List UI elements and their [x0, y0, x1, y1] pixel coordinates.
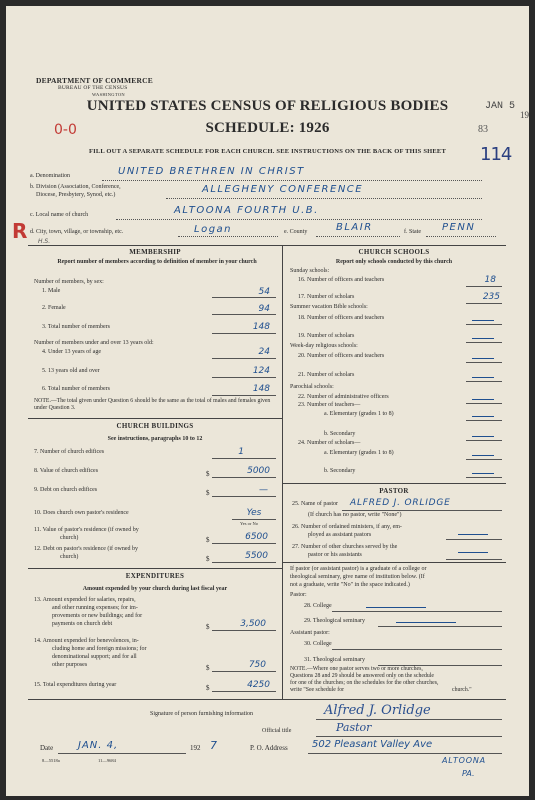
q11-label-1: 11. Value of pastor's residence (if owned by [34, 527, 139, 533]
q14-value[interactable]: 750 [248, 660, 266, 670]
schools-heading: CHURCH SCHOOLS [358, 248, 430, 256]
division-value[interactable]: ALLEGHENY CONFERENCE [202, 184, 364, 195]
q24-label: 24. Number of scholars— [298, 440, 361, 446]
q29-label: 29. Theological seminary [304, 618, 366, 624]
q22-label: 22. Number of administrative officers [298, 394, 389, 400]
print-code-2: 11—9684 [98, 758, 116, 763]
q2-female-value[interactable]: 94 [258, 304, 270, 314]
q13-label-4: payments on church debt [52, 621, 113, 627]
q17-label: 17. Number of scholars [298, 294, 355, 300]
q30-label: 30. College [304, 641, 332, 647]
schools-parochial: Parochial schools: [290, 384, 334, 390]
q16-value[interactable]: 18 [484, 275, 496, 285]
schools-summer: Summer vacation Bible schools: [290, 304, 368, 310]
denomination-label: a. Denomination [30, 173, 70, 179]
q14-label-3: denominational support; and for all [52, 654, 137, 660]
q1-male-value[interactable]: 54 [258, 287, 270, 297]
q14-label-4: other purposes [52, 662, 88, 668]
q18-label: 18. Number of officers and teachers [298, 315, 385, 321]
q4-label: 4. Under 13 years of age [42, 349, 101, 355]
q25-label: 25. Name of pastor [292, 501, 338, 507]
state-label: f. State [404, 229, 421, 235]
red-initial-mark: R [12, 219, 28, 243]
expenditures-intro: Amount expended by your church during last fiscal year [82, 586, 228, 592]
local-name-value[interactable]: ALTOONA FOURTH U.B. [174, 205, 319, 216]
q31-label: 31. Theological seminary [304, 657, 366, 663]
q23-label: 23. Number of teachers— [298, 402, 361, 408]
pastor-note-2: Questions 28 and 29 should be answered only on the schedule [290, 673, 434, 679]
pastor-sublabel: Pastor: [290, 592, 307, 598]
q12-label-2: church) [60, 554, 79, 560]
q6-total-value[interactable]: 148 [252, 384, 270, 394]
q5-label: 5. 13 years old and over [42, 368, 100, 374]
q26-label-2: ployed as assistant pastors [308, 532, 372, 538]
pastor-note-3: for one of the churches; on the schedules for the other churches, [290, 680, 439, 686]
q13-label-3: provements or new buildings; and for [52, 613, 143, 619]
received-date-stamp: JAN 5 [484, 101, 515, 112]
q5-over-13-value[interactable]: 124 [252, 366, 270, 376]
membership-age-intro: Number of members under and over 13 years old: [34, 340, 154, 346]
q13-label-2: and other running expenses; for im- [52, 605, 138, 611]
q24b-label: b. Secondary [324, 468, 356, 474]
q1-label: 1. Male [42, 288, 61, 294]
q3-label: 3. Total number of members [42, 324, 110, 330]
schools-weekday: Week-day religious schools: [290, 343, 358, 349]
print-code-1: 8—5518a [42, 758, 60, 763]
official-title-value[interactable]: Pastor [336, 721, 372, 734]
section-code-mark: H.S. [38, 238, 51, 245]
q3-total-value[interactable]: 148 [252, 322, 270, 332]
q12-label-1: 12. Debt on pastor's residence (if owned by [34, 546, 139, 552]
assistant-sublabel: Assistant pastor: [290, 630, 330, 636]
q15-label: 15. Total expenditures during year [34, 682, 117, 688]
q14-label-1: 14. Amount expended for benevolences, in- [34, 638, 139, 644]
q14-label-2: cluding home and foreign missions; for [52, 646, 147, 652]
q26-label-1: 26. Number of ordained ministers, if any, em- [292, 524, 402, 530]
q12-value[interactable]: 5500 [245, 551, 268, 561]
state-value[interactable]: PENN [442, 222, 476, 233]
date-value[interactable]: JAN. 4, [78, 740, 119, 751]
division-label-1: b. Division (Association, Conference, [30, 184, 121, 190]
stamp-number: 83 [478, 124, 488, 135]
membership-heading: MEMBERSHIP [129, 248, 181, 256]
q24a-label: a. Elementary (grades 1 to 8) [324, 450, 394, 456]
pastor-note-1: NOTE.—Where one pastor serves two or more churches, [290, 666, 423, 672]
q10-label: 10. Does church own pastor's residence [34, 510, 129, 516]
denomination-value[interactable]: UNITED BRETHREN IN CHRIST [118, 166, 305, 177]
city-label: d. City, town, village, or township, etc. [30, 229, 124, 235]
pastor-note-4: write "See schedule for [290, 687, 345, 693]
q25-pastor-name[interactable]: ALFRED J. ORLIDGE [350, 498, 451, 508]
pastor-note-5: church." [452, 687, 472, 693]
membership-intro: Report number of members according to definition of member in your church [57, 259, 257, 265]
date-label: Date [40, 744, 54, 752]
q27-label-1: 27. Number of other churches served by the [292, 544, 398, 550]
received-year-stamp: 19 [520, 110, 529, 120]
official-title-label: Official title [262, 728, 292, 734]
city-value[interactable]: Logan [194, 224, 233, 235]
graduate-note-3: not a graduate, write "No" in the space indicated.) [290, 582, 410, 588]
schools-intro: Report only schools conducted by this church [335, 259, 453, 265]
membership-note: NOTE.—The total given under Question 6 should be the same as the total of males and females given under Question 3. [34, 398, 271, 411]
q13-value[interactable]: 3,500 [240, 619, 266, 629]
form-instruction: FILL OUT A SEPARATE SCHEDULE FOR EACH CHURCH. SEE INSTRUCTIONS ON THE BACK OF THIS SHEET [88, 148, 446, 155]
q16-label: 16. Number of officers and teachers [298, 277, 385, 283]
q6-label: 6. Total number of members [42, 386, 110, 392]
graduate-note-1: If pastor (or assistant pastor) is a graduate of a college or [290, 566, 427, 572]
q27-label-2: pastor or his assistants [308, 552, 362, 558]
department-name: DEPARTMENT OF COMMERCE [36, 76, 153, 85]
year-prefix: 192 [190, 744, 201, 752]
county-label: e. County [284, 229, 308, 235]
schools-sunday: Sunday schools: [290, 268, 330, 274]
bureau-name: BUREAU OF THE CENSUS [58, 85, 128, 91]
column-divider [282, 245, 283, 699]
q8-label: 8. Value of church edifices [34, 468, 99, 474]
q28-label: 28. College [304, 603, 332, 609]
q7-edifices-value[interactable]: 1 [238, 447, 244, 457]
census-form-sheet: JAN 5 19 83 114 0-0 R DEPARTMENT OF COMMERCE BUREAU OF THE CENSUS WASHINGTON UNITED STATES CENSUS OF RELIGIOUS BODIES SCHEDULE: 1926 FILL OUT A SEPARATE SCHEDULE FOR EACH CHURCH. SEE INSTRUCTIONS ON THE BACK OF THIS SHEET a. Denomination UNITED BRETHREN IN CHRIST b. Division (Association, Conference, Diocese, Presbytery, Synod, etc.) ALLEGHENY CONFERENCE c. Local name of church ALTOONA FOURTH U.B. d. City, town, village, or township, etc. Logan e. County BLAIR f. State PENN H.S. MEMBERSHIP Report number of members according to definition of member in your church Number of members, by sex: 1. Male 54 2. Female 94 3. Total number of members 148 Number of members under and over 13 years old: 4. Under 13 years of age 24 5. 13 years old and over 124 6. Total number of members 148 NOTE.—The total given under Question 6 should be the same as the total of males and females given under Question 3. CHURCH BUILDINGS See instructions, paragraphs 10 to 12 7. Number of church edifices 1 8. Value of church edifices $ 5000 9. Debt on church edifices $ — 10. Does church own pastor's residence Yes Yes or No 11. Value of pastor's residence (if owned by church) $ 6500 12. Debt on pastor's residence (if owned by church) $ 5500 EXPENDITURES Amount expended by your church during last fiscal year 13. Amount expended for salaries, repairs, and other running expenses; for im- provements or new buildings; and for payments on church debt $ 3,500 14. Amount expended for benevolences, in- cluding home and foreign missions; for denominational support; and for all other purposes $ 750 15. Total expenditures during year $ 4250 CHURCH SCHOOLS Report only schools conducted by this church Sunday schools: 16. Number of officers and teachers 18 17. Number of scholars 235 Summer vacation Bible schools: 18. Number of officers and teachers 19. Number of scholars Week-day religious schools: 20. Number of officers and teachers 21. Number of scholars Parochial schools: 22. Number of administrative officers 23. Number of teachers— a. Elementary (grades 1 to 8) b. Secondary 24. Number of scholars— a. Elementary (grades 1 to 8) b. Secondary PASTOR 25. Name of pastor ALFRED J. ORLIDGE (If church has no pastor, write "None") 26. Number of ordained ministers, if any, em- ployed as assistant pastors 27. Number of other churches served by the pastor or his assistants If pastor (or assistant pastor) is a graduate of a college or theological seminary, give name of institution below. (If not a graduate, write "No" in the space indicated.) Pastor: 28. College 29. Theological seminary Assistant pastor: 30. College 31. Theological seminary NOTE.—Where one pastor serves two or more churches, Questions 28 and 29 should be answered only on the schedule for one of the churches; on the schedules for the other churches, write "See schedule for church." Signature of person furnishing information Alfred J. Orlidge Official title Pastor Date JAN. 4, 192 7 P. O. Address 502 Pleasant Valley Ave ALTOONA PA. 8—5518a 11—9684 [6, 6, 529, 796]
red-code-mark: 0-0 [54, 122, 77, 138]
form-schedule: SCHEDULE: 1926 [205, 120, 330, 136]
q11-value[interactable]: 6500 [245, 532, 268, 542]
table-bottom-rule [28, 699, 506, 700]
q4-under-13-value[interactable]: 24 [258, 347, 270, 357]
q9-debt-value[interactable]: — [259, 485, 268, 495]
signature-label: Signature of person furnishing information [150, 711, 253, 717]
division-label-2: Diocese, Presbytery, Synod, etc.) [36, 192, 116, 198]
q9-label: 9. Debt on church edifices [34, 487, 98, 493]
q15-value[interactable]: 4250 [247, 680, 270, 690]
q19-label: 19. Number of scholars [298, 333, 355, 339]
county-value[interactable]: BLAIR [336, 222, 373, 233]
q23b-label: b. Secondary [324, 431, 356, 437]
q20-label: 20. Number of officers and teachers [298, 353, 385, 359]
q8-edifice-value[interactable]: 5000 [247, 466, 270, 476]
address-value-line3[interactable]: PA. [462, 769, 475, 778]
q11-label-2: church) [60, 535, 79, 541]
q13-label-1: 13. Amount expended for salaries, repairs, [34, 597, 136, 603]
table-top-rule [28, 245, 506, 246]
q7-label: 7. Number of church edifices [34, 449, 105, 455]
membership-by-sex: Number of members, by sex: [34, 279, 104, 285]
signature-value[interactable]: Alfred J. Orlidge [324, 703, 431, 718]
bureau-city: WASHINGTON [92, 92, 125, 97]
expenditures-heading: EXPENDITURES [125, 572, 185, 580]
q17-value[interactable]: 235 [482, 292, 500, 302]
buildings-intro: See instructions, paragraphs 10 to 12 [107, 436, 203, 442]
pastor-heading: PASTOR [379, 487, 409, 495]
graduate-note-2: theological seminary, give name of institution below. (If [290, 574, 425, 580]
buildings-heading: CHURCH BUILDINGS [116, 422, 194, 430]
address-value-line1[interactable]: 502 Pleasant Valley Ave [312, 739, 433, 750]
q2-label: 2. Female [42, 305, 66, 311]
local-name-label: c. Local name of church [30, 212, 89, 218]
q10-residence-value[interactable]: Yes [246, 508, 262, 518]
q25-note: (If church has no pastor, write "None") [308, 512, 402, 518]
year-digit[interactable]: 7 [210, 739, 217, 752]
q21-label: 21. Number of scholars [298, 372, 355, 378]
address-value-line2[interactable]: ALTOONA [442, 756, 486, 765]
address-label: P. O. Address [250, 744, 288, 752]
q23a-label: a. Elementary (grades 1 to 8) [324, 411, 394, 417]
form-title: UNITED STATES CENSUS OF RELIGIOUS BODIES [86, 98, 449, 114]
serial-number-stamp: 114 [480, 144, 512, 165]
q10-hint: Yes or No [240, 521, 259, 526]
